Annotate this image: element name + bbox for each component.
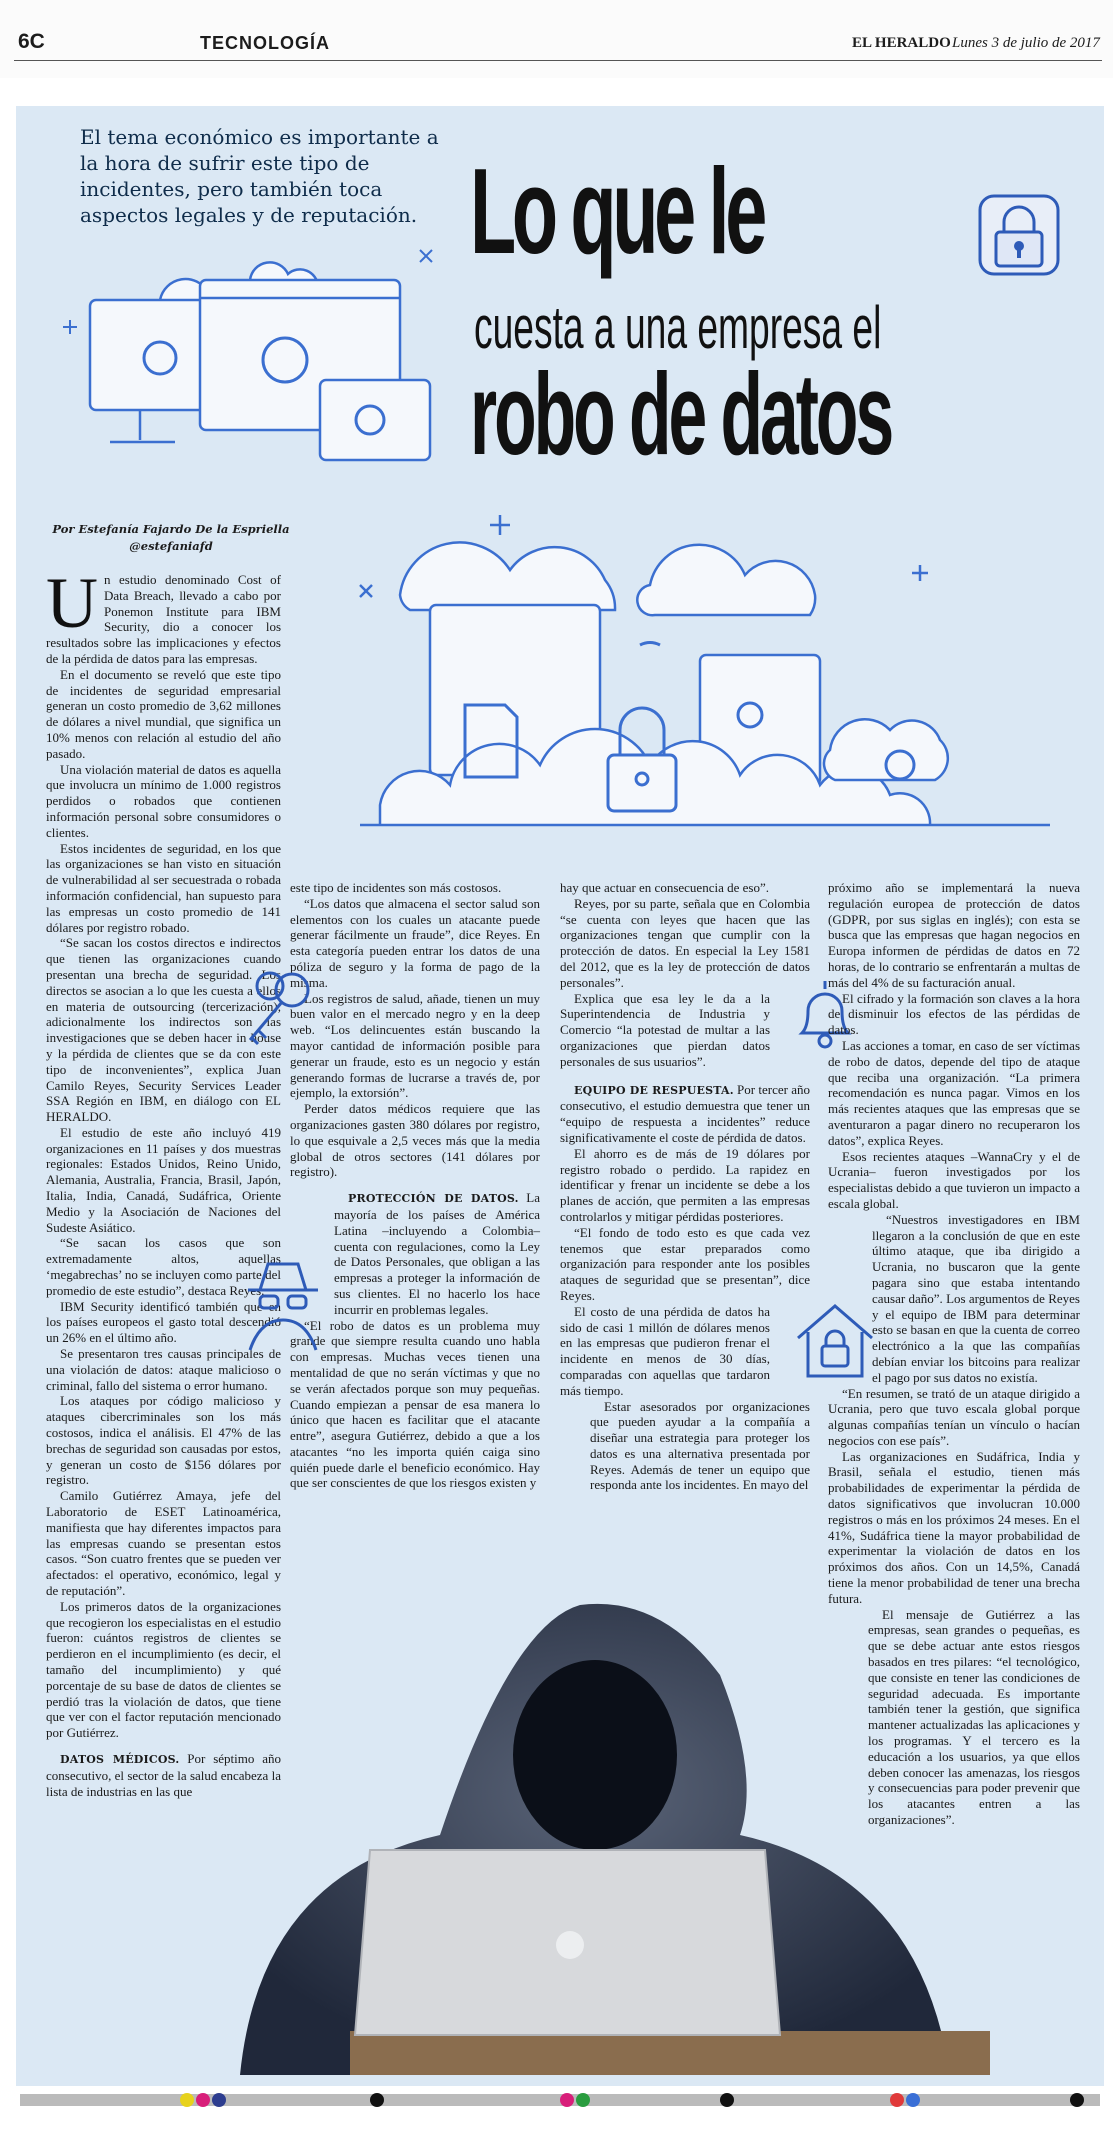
paragraph: este tipo de incidentes son más costosos.	[290, 880, 502, 895]
paragraph: EQUIPO DE RESPUESTA. Por tercer año consecutivo, el estudio demuestra que tener un “equipo de respuesta a incidentes” reduce significativamente el coste de pérdida de datos.	[560, 1081, 810, 1145]
byline-author: Por Estefanía Fajardo De la Espriella	[52, 522, 290, 536]
cloud-devices-illustration	[40, 230, 460, 480]
byline	[46, 521, 296, 555]
paragraph: DATOS MÉDICOS. Por séptimo año consecutivo, el sector de la salud encabeza la lista de industrias en las que	[46, 1750, 282, 1799]
title-line-2: cuesta a una empresa el	[474, 294, 882, 361]
paragraph: próximo año se implementará la nueva regulación europea de protección de datos (GDPR, por sus siglas en inglés); con esta se busca que las empresas que hagan negocios en Europa informen de pérdidas de datos en 72 horas, de lo contrario se enfrentarán a multas de más del 4% de su facturación anual.	[828, 880, 1080, 990]
cloud-data-illustration	[320, 505, 1080, 845]
paragraph: Las organizaciones en Sudáfrica, India y Brasil, señala el estudio, tienen más probabilidades de experimentar la pérdida de datos significativos que involucran 10.000 registros o más en los próximos 24 meses. En el 41%, Sudáfrica tiene la mayor probabilidad de experimentar la violación de datos en los próximos dos años. Con un 14,5%, Canadá tiene la menor probabilidad de tener una brecha futura.	[828, 1448, 1080, 1606]
paragraph: “En resumen, se trató de un ataque dirigido a Ucrania, pero que tuvo escala global porque algunas compañías tenían un vínculo o hacían negocios con ese país”.	[828, 1385, 1080, 1448]
article-lede: El tema económico es importante a la hora de sufrir este tipo de incidentes, pero también toca aspectos legales y de reputación.	[80, 125, 439, 227]
spy-icon	[228, 1250, 338, 1360]
paragraph: Reyes, por su parte, señala que en Colombia “se cuenta con leyes que hacen que las organizaciones tengan que cumplir con la protección de datos. En especial la Ley 1581 del 2012, que es la ley de protección de datos personales”.	[560, 895, 810, 990]
registration-dot	[1070, 2093, 1084, 2107]
hacker-photo	[180, 1475, 990, 2075]
registration-dot	[370, 2093, 384, 2107]
registration-dot	[576, 2093, 590, 2107]
paragraph: Estos incidentes de seguridad, en los que las organizaciones se han visto en situación de vulnerabilidad al ser secuestrada o robada información confidencial, han supuesto para las empresas un costo promedio de 141 dólares por registro robado.	[46, 840, 281, 935]
paragraph: Un estudio denominado Cost of Data Breach, llevado a cabo por Ponemon Institute para IBM Security, dio a conocer los resultados sobre las implicaciones y efectos de la pérdida de datos para las empresas.	[46, 563, 281, 666]
page-header	[0, 0, 1113, 78]
paragraph: El costo de una pérdida de datos ha sido de casi 1 millón de dólares menos en las empresas que pudieron frenar el incidente en menos de 30 días, comparadas con aquellas que tardaron más tiempo.	[560, 1303, 770, 1398]
registration-dot	[196, 2093, 210, 2107]
registration-dot	[180, 2093, 194, 2107]
paragraph: Se presentaron tres causas principales de una violación de datos: ataque malicioso o criminal, fallo del sistema o error humano.	[46, 1346, 281, 1393]
paragraph: “El robo de datos es un problema muy grande que siempre resulta cuando uno habla con empresas. Muchas veces tienen una mentalidad de que no serán víctimas y que no se verán afectados porque son muy pequeñas. Cuando empiezan a pensar de esa manera lo único que hacen es facilitar que el atacante entre”, asegura Gutiérrez, debido a que a los atacantes “no les importa quién caiga sino quién puede darle el beneficio económico. Hay que ser conscientes de que los riesgos existen y	[290, 1317, 540, 1491]
registration-dot	[560, 2093, 574, 2107]
paragraph: Explica que esa ley le da a la Superintendencia de Industria y Comercio “la potestad de multar a las organizaciones que pierdan datos personales de sus usuarios”.	[560, 990, 770, 1069]
paragraph: En el documento se reveló que este tipo de incidentes de seguridad empresarial generan un costo promedio de 3,62 millones de dólares a nivel mundial, que significa un 10% menos con relación al estudio del año pasado.	[46, 666, 281, 761]
paragraph: “Se sacan los casos que son extremadamente altos, aquellas ‘megabrechas’ no se incluyen como parte del promedio de este estudio”, destaca Reyes.	[46, 1235, 281, 1298]
keys-icon	[230, 960, 330, 1060]
paragraph: Una violación material de datos es aquella que involucra un mínimo de 1.000 registros perdidos o robados que contienen información personal sobre consumidores o clientes.	[46, 761, 281, 840]
print-color-bar	[20, 2094, 1100, 2106]
paragraph: El ahorro es de más de 19 dólares por registro robado o perdido. La rapidez en identificar y frenar un incidente se debe a los planes de acción, que permiten a las empresas controlarlos y mitigar pérdidas posteriores.	[560, 1145, 810, 1224]
registration-dot	[720, 2093, 734, 2107]
paragraph: PROTECCIÓN DE DATOS. La mayoría de los países de América Latina –incluyendo a Colombia– cuenta con regulaciones, como la Ley de Datos Personales, que obligan a las empresas a proteger la información de sus clientes. El no hacerlo los hace incurrir en problemas legales.	[334, 1190, 541, 1317]
title-line-3: robo de datos	[470, 349, 892, 479]
paragraph: Las acciones a tomar, en caso de ser víctimas de robo de datos, depende del tipo de ataque que reciba una organización. “La primera recomendación es nunca pagar. Vimos en los más recientes ataques que las empresas que se aventuraron a pagar dinero no recuperaron los datos”, explica Reyes.	[828, 1037, 1080, 1148]
paragraph: “Los datos que almacena el sector salud son elementos con los cuales un atacante puede generar fácilmente un fraude”, dice Reyes. En esta categoría pueden entrar los datos de una póliza de seguro y la forma de pago de la misma.	[290, 895, 540, 990]
paragraph: Camilo Gutiérrez Amaya, jefe del Laboratorio de ESET Latinoamérica, manifiesta que hay diferentes impactos para las empresas cuando se presentan estos casos. “Son cuatro frentes que se pueden ver afectados: el operativo, económico, legal y de reputación”.	[46, 1488, 281, 1598]
lock-icon	[976, 192, 1062, 278]
paragraph: Estar asesorados por organizaciones que pueden ayudar a la compañía a diseñar una estrategia para proteger los datos es una alternativa presentada por Reyes. Además de tener un equipo que responda ante los incidentes. En mayo del	[590, 1398, 810, 1493]
section-name: TECNOLOGÍA	[200, 33, 330, 53]
subhead-equipo: EQUIPO DE RESPUESTA.	[574, 1083, 734, 1097]
column-3	[560, 880, 810, 1493]
registration-dot	[906, 2093, 920, 2107]
paragraph: “Se sacan los costos directos e indirectos que tienen las organizaciones cuando presentan una brecha de seguridad. Los directos se asocian a lo que les cuesta a ellos en materia de outsourcing (tercerización), adicionalmente los indirectos son las investigaciones que se deben hacer in house y la pérdida de clientes que se da con este tipo de inconvenientes”, explica Juan Camilo Reyes, Security Services Leader SSA Región en IBM, en diálogo con EL HERALDO.	[46, 935, 281, 1125]
header-rule	[14, 60, 1102, 61]
paragraph: El cifrado y la formación son claves a la hora de disminuir los efectos de las pérdidas de datos.	[828, 990, 1080, 1038]
registration-dot	[212, 2093, 226, 2107]
subhead-datos-medicos: DATOS MÉDICOS.	[60, 1752, 180, 1766]
paragraph: IBM Security identificó también que en los países europeos el gasto total descendió un 26% en el último año.	[46, 1298, 281, 1346]
paragraph: “El fondo de todo esto es que cada vez tenemos que estar preparados como organización para responder ante los posibles ataques de seguridad que se presentan”, dice Reyes.	[560, 1224, 810, 1303]
paragraph: El mensaje de Gutiérrez a las empresas, sean grandes o pequeñas, es que se debe actuar ante estos riesgos basados en tres pilares: “el tecnológico, que consiste en tener las condiciones de seguridad adecuada. Es importante también tener la gestión, que significa mantener actualizadas las aplicaciones y los programas. Y el tercero es la educación a los usuarios, ya que ellos deben conocer las amenazas, los riesgos y consecuencias para poder prevenir que los atacantes entren a las organizaciones”.	[868, 1606, 1080, 1828]
page-number: 6C	[18, 30, 45, 53]
byline-handle: @estefaniafd	[129, 539, 213, 553]
title-line-1: Lo que le	[470, 143, 763, 279]
paragraph: “Nuestros investigadores en IBM llegaron a la conclusión de que en este último ataque, que iba dirigido a Ucrania, no buscaron que la gente pagara sino que estaba intentando causar daño”. Los argumentos de Reyes y el equipo de IBM para determinar esto se basan en que la cuenta de correo electrónico a la que las compañías debían enviar los bitcoins para realizar el pago por sus datos no existía.	[872, 1211, 1080, 1385]
publication-name: EL HERALDO	[852, 35, 951, 51]
paragraph: hay que actuar en consecuencia de eso”.	[560, 880, 769, 895]
registration-dot	[890, 2093, 904, 2107]
paragraph: Los registros de salud, añade, tienen un muy buen valor en el mercado negro y en la deep web. “Los delincuentes están buscando la mayor cantidad de información posible para generar un fraude, esto es un negocio y están generando formas de lucrarse a través de, por ejemplo, la extorsión”.	[290, 990, 540, 1101]
issue-date: Lunes 3 de julio de 2017	[952, 35, 1100, 51]
paragraph: Los ataques por código malicioso y ataques cibercriminales son los más costosos, indica el análisis. El 47% de las brechas de seguridad son causadas por estos, y generan un costo de $156 dólares por registro.	[46, 1393, 281, 1488]
drop-cap: U	[46, 563, 98, 643]
paragraph: Los primeros datos de la organizaciones que recogieron los especialistas en el estudio fueron: cuántos registros de clientes se perdieron en el incumplimiento (es decir, el tamaño del incumplimiento) y qué porcentaje de su base de datos de clientes se perdió tras la violación de datos, que tiene que ver con el factor reputación mencionado por Gutiérrez.	[46, 1598, 281, 1741]
paragraph: El estudio de este año incluyó 419 organizaciones en 11 países y dos muestras regionales: Estados Unidos, Reino Unido, Alemania, Australia, Francia, Brasil, Japón, Italia, India, Canadá, Sudáfrica, Oriente Medio y la Asociación de Naciones del Sudeste Asiático.	[46, 1124, 281, 1235]
subhead-proteccion: PROTECCIÓN DE DATOS.	[348, 1192, 519, 1206]
paragraph: Esos recientes ataques –WannaCry y el de Ucrania– fueron investigados por los especialistas debido a que tuvieron un impacto a escala global.	[828, 1148, 1080, 1211]
paragraph: Perder datos médicos requiere que las organizaciones gasten 380 dólares por registro, lo que esquivale a 2,5 veces más que la media global de otros sectores (141 dólares por registro).	[290, 1101, 540, 1180]
